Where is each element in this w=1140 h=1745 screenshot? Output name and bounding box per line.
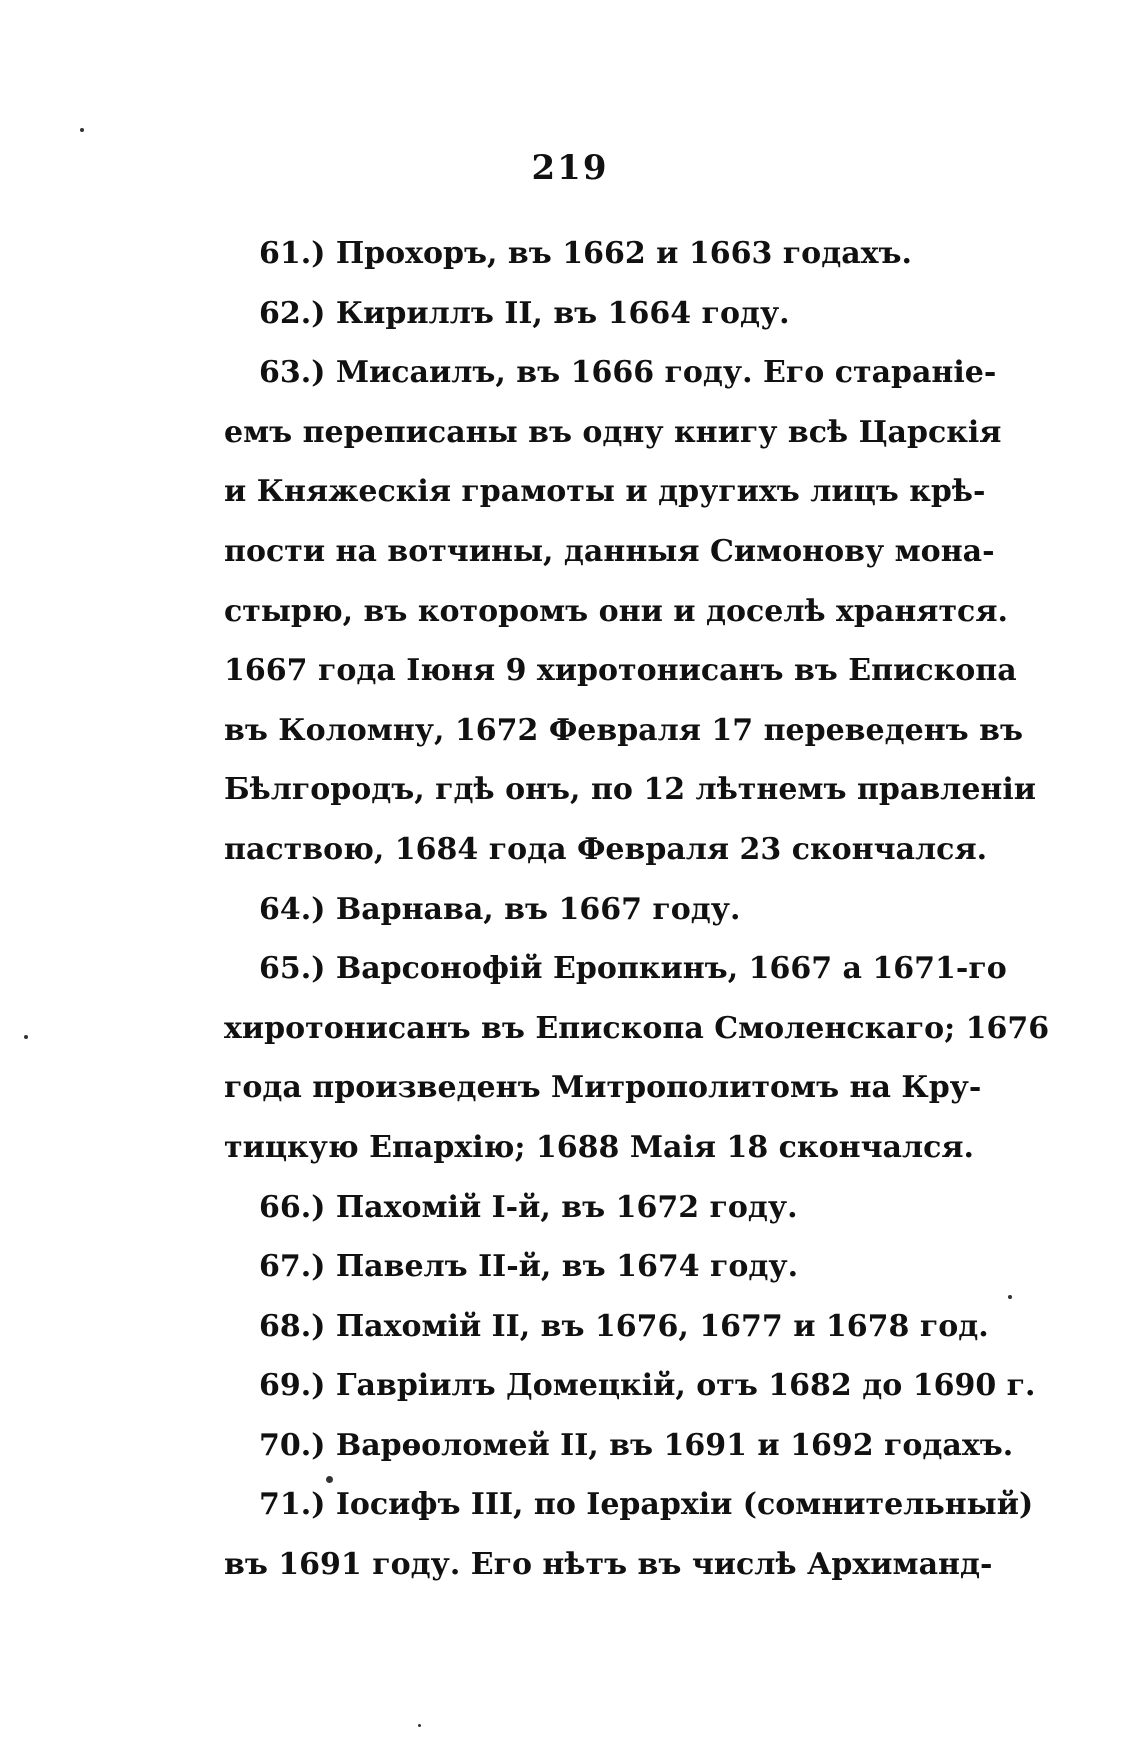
text-line: 1667 года Іюня 9 хиротонисанъ въ Епископа xyxy=(224,653,1017,689)
scan-speck xyxy=(24,1035,28,1039)
text-line: хиротонисанъ въ Епископа Смоленскаго; 1676 xyxy=(224,1010,1050,1046)
text-line: 65.) Варсонофій Еропкинъ, 1667 а 1671-го xyxy=(259,951,1007,987)
text-line: 66.) Пахомій І-й, въ 1672 году. xyxy=(259,1189,798,1225)
text-line: въ Коломну, 1672 Февраля 17 переведенъ въ xyxy=(224,712,1023,748)
scan-speck xyxy=(326,1476,333,1483)
text-block xyxy=(224,224,1050,1595)
text-line: Бѣлгородъ, гдѣ онъ, по 12 лѣтнемъ правленіи xyxy=(224,772,1037,808)
text-line: 61.) Прохоръ, въ 1662 и 1663 годахъ. xyxy=(259,236,912,271)
text-line: емъ переписаны въ одну книгу всѣ Царскія xyxy=(224,414,1002,450)
text-line: 62.) Кириллъ II, въ 1664 году. xyxy=(259,295,790,331)
text-line: 68.) Пахомій II, въ 1676, 1677 и 1678 год. xyxy=(259,1308,989,1344)
scan-speck xyxy=(1008,1295,1012,1299)
text-line: 63.) Мисаилъ, въ 1666 году. Его стараніе- xyxy=(259,355,997,391)
text-line: тицкую Епархію; 1688 Маія 18 скончался. xyxy=(224,1129,974,1165)
text-line: и Княжескія грамоты и другихъ лицъ крѣ- xyxy=(224,474,986,510)
text-line: стырю, въ которомъ они и доселѣ хранятся. xyxy=(224,593,1008,629)
text-line: 69.) Гавріилъ Домецкій, отъ 1682 до 1690 г. xyxy=(259,1368,1036,1404)
text-line: въ 1691 году. Его нѣтъ въ числѣ Архиманд- xyxy=(224,1547,993,1583)
text-line: пости на вотчины, данныя Симонову мона- xyxy=(224,533,995,569)
text-line: паствою, 1684 года Февраля 23 скончался. xyxy=(224,831,988,867)
text-line: 70.) Варѳоломей II, въ 1691 и 1692 годахъ. xyxy=(259,1427,1014,1463)
text-line: 64.) Варнава, въ 1667 году. xyxy=(259,891,741,927)
scan-speck xyxy=(80,128,84,132)
text-line: 71.) Іосифъ III, по Іерархіи (сомнительный) xyxy=(259,1487,1034,1523)
scan-speck xyxy=(418,1724,421,1727)
text-line: года произведенъ Митрополитомъ на Кру- xyxy=(224,1070,982,1106)
page-number: 219 xyxy=(531,148,609,188)
text-line: 67.) Павелъ II-й, въ 1674 году. xyxy=(259,1249,799,1285)
